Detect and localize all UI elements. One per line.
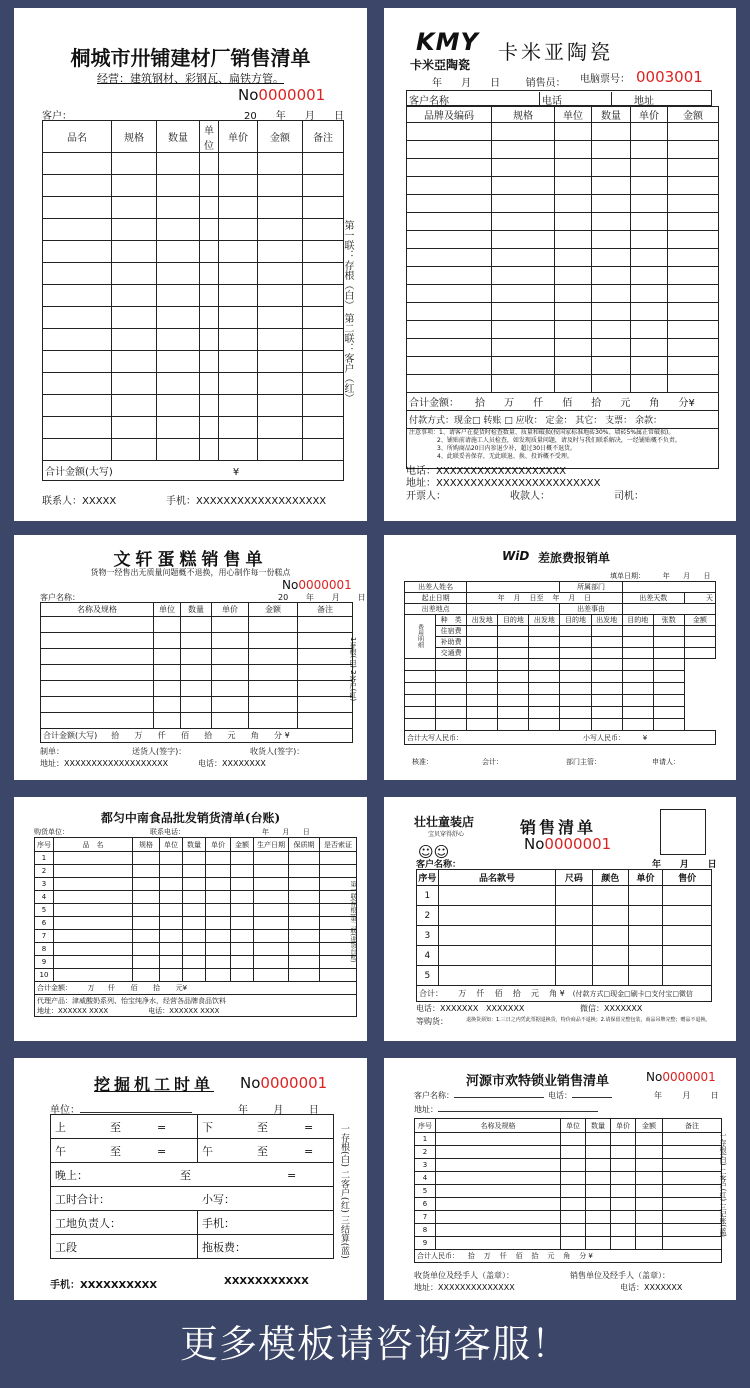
table-row [41,617,353,633]
card6-table [416,869,712,1002]
card5-col-header: 单位 [160,838,183,852]
card2-total-row: 合计金额： 拾 万 仟 佰 拾 元 角 分¥ [407,393,719,411]
card7-title: 挖掘机工时单 [94,1075,215,1094]
card2-table [406,106,719,469]
card2-client-label: 客户名称 [409,96,449,107]
card7-night-cell: 晚上： 至 = [51,1163,334,1187]
card3-subtitle: 货物一经售出无质量问题概不退换，用心制作每一份糕点 [90,568,291,577]
card3-col-header: 单位 [154,603,181,617]
table-row [407,285,719,303]
card6-tel: 电话：XXXXXXX XXXXXXX [416,1004,525,1013]
card1-title: 桐城市卅铺建材厂销售清单 [70,46,311,70]
card6-col-header: 颜色 [592,870,628,886]
table-row [405,719,716,731]
table-row [407,141,719,159]
card5-col-header: 规格 [133,838,160,852]
card2-pay-row: 付款方式：现金□ 转账 □ 应收： 定金： 其它： 支票： 余款： [407,411,719,429]
card8-table [414,1118,722,1263]
table-row [405,671,716,683]
table-row: 5 [415,1185,722,1198]
card4-fill-date: 填单日期： 年 月 日 [610,572,711,580]
table-row [43,307,344,329]
table-row [407,357,719,375]
card6-body [417,886,712,986]
card8-col-header: 单价 [611,1119,636,1133]
card1-phone: 手机：XXXXXXXXXXXXXXXXXXX [166,496,327,507]
table-row [41,633,353,649]
card-wenxuan-cake [14,535,367,780]
card8-addr-line: 地址： [414,1104,598,1115]
card6-date: 年 月 日 [652,860,717,870]
card3-customer: 客户名称： [40,593,80,602]
card8-side-text: 一存根(白) 二客户(红) 三记账(蓝) [719,1132,727,1237]
card2-col-header: 规格 [492,107,555,123]
card7-tow-cell: 拖板费： [198,1235,334,1259]
card1-date: 20 年 月 日 [244,111,344,122]
card4-sub-header: 目的地 [560,615,591,626]
card4-logo: WiD [502,549,530,563]
kids-faces-icon: ☺☺ [418,843,450,861]
card7-pm-noon-cell: 午 至 = [198,1139,334,1163]
card3-tel: 电话：XXXXXXXX [198,759,266,768]
card5-col-header: 生产日期 [254,838,289,852]
table-row [407,339,719,357]
card1-col-header: 备注 [303,121,344,153]
table-row: 9 [35,956,357,969]
card2-notes: 注意事项：1、请客户在提货时检查数量、质量和破损(按国家标准地砖30%、墙砖5%属正常破损)。 2、铺贴前请施工人员检查，如发现质量问题，请及时与我们联系解决，一经铺贴概不负责。 3、所购商品20日内参退少补，超过30日概不退货。 4、此联妥善保存，无此联退、换、投诉概不受理。 [407,429,719,469]
card4-kind: 住宿费 [436,626,467,637]
card5-col-header: 数量 [183,838,206,852]
table-row: 10 [35,969,357,982]
card6-col-header: 单价 [628,870,662,886]
card8-col-header: 序号 [415,1119,436,1133]
card1-subtitle: 经营：建筑钢材、彩钢瓦、扁铁方管。 [97,72,284,85]
table-row: 6 [35,917,357,930]
card5-col-header: 品 名 [54,838,133,852]
card7-table [50,1114,334,1259]
card6-col-header: 售价 [663,870,712,886]
card3-side-text: 1存根(白) 2客户(红) [349,637,357,702]
card6-logo: 壮壮童装店 [414,815,475,829]
table-row [41,681,353,697]
card1-customer-label: 客户： [42,111,72,122]
card6-wechat: 微信：XXXXXXX [580,1004,643,1013]
card2-receiver: 收款人： [510,491,550,502]
card4-days-unit: 天 [684,593,715,604]
table-row: 1 [35,852,357,865]
card1-table [42,120,344,481]
card5-buyer: 购货单位： [34,828,69,836]
card8-receiver: 收货单位及经手人（盖章）： [414,1271,514,1280]
card8-total-row: 合计人民币： 拾 万 仟 佰 拾 元 角 分 ¥ [415,1250,722,1263]
table-row: 5 [417,966,712,986]
table-row: 2 [415,1146,722,1159]
card4-place: 出差地点 [405,604,467,615]
card5-col-header: 序号 [35,838,54,852]
card2-body [407,123,719,393]
card1-total-row: 合计金额(大写) ¥ [43,461,344,481]
card3-date: 20 年 月 日 [278,593,366,602]
card5-body [35,852,357,982]
table-row [43,153,344,175]
card7-owner-cell: 工地负责人： [51,1211,198,1235]
card3-title: 文轩蛋糕销售单 [113,550,268,570]
card2-client-row [406,90,712,106]
card4-kind: 交通费 [436,648,467,659]
table-row [43,263,344,285]
card6-col-header: 尺码 [556,870,592,886]
table-row [407,213,719,231]
card6-stamp-box [660,809,706,855]
card3-maker: 制单： [40,747,64,756]
card3-table [40,602,353,743]
table-row [407,375,719,393]
table-row: 4 [417,946,712,966]
card6-serial: No0000001 [524,835,612,853]
table-row [43,241,344,263]
table-row: 2 [35,865,357,878]
card4-date-range: 起止日期 [405,593,467,604]
card2-addr-label: 地址 [611,92,654,107]
card3-col-header: 数量 [181,603,212,617]
card1-col-header: 单位 [200,121,219,153]
table-row: 3 [415,1159,722,1172]
card2-date-line: 年 月 日 销售员： [432,78,566,89]
card1-col-header: 金额 [258,121,303,153]
card8-title: 河源市欢特锁业销售清单 [466,1074,610,1089]
card2-col-header: 单价 [631,107,668,123]
card2-logo: KMY [416,28,479,56]
card6-note: 退换货须知：1.三日之内凭此票据退换货，特价商品不退换；2.请保留完整包装，商品吊牌完整；赠品不退换。 [466,1017,711,1023]
table-row [405,707,716,719]
table-row [407,303,719,321]
card7-pm-cell: 下 至 = [198,1115,334,1139]
table-row [43,197,344,219]
card4-sub-header: 出发地 [591,615,622,626]
table-row [43,395,344,417]
table-row: 1 [415,1133,722,1146]
card6-customer: 客户名称： [416,860,462,870]
card7-date: 年 月 日 [238,1105,319,1116]
card6-col-header: 品名款号 [438,870,555,886]
card-travel-expense [384,535,736,780]
card2-col-header: 数量 [592,107,631,123]
card8-col-header: 名称及规格 [436,1119,561,1133]
table-row: 3 [35,878,357,891]
card8-date: 年 月 日 [654,1091,719,1100]
table-row [407,231,719,249]
card3-col-header: 名称及规格 [41,603,154,617]
card4-ymd: 年 月 日至 年 月 日 [467,593,622,604]
card4-title: 差旅费报销单 [538,551,611,565]
card5-col-header: 金额 [231,838,254,852]
card-duyun-food [14,797,367,1041]
card-kmy-ceramics [384,8,736,521]
card4-kind: 补助费 [436,637,467,648]
table-row: 4 [35,891,357,904]
card1-side-text: 第一联：存根（白） 第二联：客户（红） [342,220,353,404]
card8-tel2: 电话：XXXXXXX [620,1283,683,1292]
card2-tel-label: 电话 [539,92,562,107]
table-row [43,351,344,373]
table-row [407,321,719,339]
table-row: 3 [417,926,712,946]
card6-title: 销售清单 [520,818,597,837]
table-row: 7 [35,930,357,943]
card8-seller: 销售单位及经手人（盖章）： [570,1271,670,1280]
table-row [407,177,719,195]
card7-mobile-cell: 手机： [198,1211,334,1235]
card8-tel: 电话： [548,1090,612,1101]
card5-total-row: 合计金额： 万 仟 佰 拾 元¥ [35,982,357,995]
card4-sub-header: 种 类 [436,615,467,626]
card5-tel: 联系电话： [150,828,185,836]
table-row: 9 [415,1237,722,1250]
table-row: 2 [417,906,712,926]
card5-col-header: 单价 [206,838,231,852]
card2-issuer: 开票人： [406,491,446,502]
card3-col-header: 金额 [249,603,298,617]
card5-side-text: 第一联(存根)第二联(进货台账) [349,881,356,963]
card3-col-header: 备注 [298,603,353,617]
card7-mobile-bottom2: XXXXXXXXXXX [224,1276,309,1287]
card2-addr: 地址：XXXXXXXXXXXXXXXXXXXXXXXX [406,478,601,489]
table-row [41,697,353,713]
card2-col-header: 品牌及编码 [407,107,492,123]
card6-col-header: 序号 [417,870,439,886]
card4-traveler: 出差人姓名 [405,582,467,593]
card-heyuan-lock [384,1058,736,1300]
card1-col-header: 规格 [112,121,157,153]
card3-body [41,617,353,729]
table-row: 1 [417,886,712,906]
card2-pc-no: 电脑票号： 0003001 [580,68,703,86]
card-zhuangzhuang-kids [384,797,736,1041]
footer-consult-text: 更多模板请咨询客服！ [179,1322,570,1366]
table-row: 8 [415,1224,722,1237]
card6-total-row: 合计： 万 仟 佰 拾 元 角 ¥ (付款方式□现金□刷卡□支付宝□微信 [417,986,712,1002]
card2-col-header: 金额 [668,107,719,123]
table-row [43,373,344,395]
card4-dept: 所属部门 [560,582,622,593]
card7-mobile-bottom: 手机：XXXXXXXXXX [50,1280,158,1291]
card6-buyer: 等购货： [416,1017,448,1026]
card2-driver: 司机： [614,491,644,502]
card4-sub-header: 目的地 [622,615,653,626]
card2-tel: 电话：XXXXXXXXXXXXXXXXXXX [406,466,567,477]
card5-agency-row: 代理产品：津威酸奶系列、怡宝纯净水，经营各品牌食品饮料 地址：XXXXXX XXXX 电话：XXXXXX XXXX [35,995,357,1017]
card2-title: 卡米亚陶瓷 [498,40,613,64]
table-row [405,659,716,671]
card8-col-header: 金额 [636,1119,663,1133]
table-row: 8 [35,943,357,956]
card-tongcheng-sales-list [14,8,367,521]
card4-sub-header: 张数 [653,615,684,626]
card4-sub-header: 目的地 [498,615,529,626]
table-row [43,417,344,439]
table-row [407,123,719,141]
card7-unit: 单位： [50,1101,192,1116]
card5-date: 年 月 日 [262,828,310,836]
card4-sub-header: 金额 [684,615,715,626]
card1-body [43,153,344,461]
card3-deliver: 送货人(签字)： [132,747,187,756]
card8-addr: 地址：XXXXXXXXXXXXXX [414,1283,515,1292]
card4-body [405,659,716,731]
table-row: 5 [35,904,357,917]
card4-sub-header: 出发地 [529,615,560,626]
card-excavator-hours [14,1058,367,1300]
card4-audit: 核准： [412,758,433,766]
card8-body [415,1133,722,1250]
card4-total-row: 合计大写人民币： 小写人民币： ¥ [405,731,716,745]
card7-section-cell: 工段 [51,1235,198,1259]
table-row [405,683,716,695]
card1-contact: 联系人：XXXXX [42,496,117,507]
table-row [407,267,719,285]
table-row [407,195,719,213]
table-row: 7 [415,1211,722,1224]
card4-vert-cell: 费用明细 [405,615,436,659]
table-row [43,439,344,461]
card3-col-header: 单价 [212,603,249,617]
card8-customer: 客户名称： [414,1090,544,1101]
table-row [41,665,353,681]
card7-side-text: 一存根(白) 二客户(红) 三结算(蓝) [339,1124,349,1259]
table-row [43,285,344,307]
card3-total-row: 合计金额(大写) 拾 万 仟 佰 拾 元 角 分 ¥ [41,729,353,743]
card5-title: 都匀中南食品批发销货清单(台账) [100,811,281,825]
card1-col-header: 数量 [157,121,200,153]
card2-logo-sub: 卡米亞陶瓷 [410,58,471,72]
card3-receiver: 收货人(签字)： [250,747,305,756]
card6-logo-sub: 宝贝穿得舒心 [428,831,465,838]
table-row: 6 [415,1198,722,1211]
table-row [405,695,716,707]
card4-matter: 出差事由 [560,604,622,615]
table-row: 4 [415,1172,722,1185]
table-row [43,175,344,197]
table-row [407,249,719,267]
card1-serial: No0000001 [238,86,326,104]
card5-col-header: 保质期 [289,838,320,852]
card8-col-header: 数量 [586,1119,611,1133]
card4-accountant: 会计： [482,758,503,766]
table-row [41,713,353,729]
table-row [43,329,344,351]
card4-applicant: 申请人： [652,758,680,766]
card7-am-noon-cell: 午 至 = [51,1139,198,1163]
card5-col-header: 是否索证 [320,838,357,852]
table-row [43,219,344,241]
card3-serial: No0000001 [282,578,352,592]
card5-table [34,837,357,1017]
card4-days: 出差天数 [622,593,684,604]
table-row [41,649,353,665]
card8-col-header: 单位 [561,1119,586,1133]
card7-hours-cell: 工时合计： 小写： [51,1187,334,1211]
card4-manager: 部门主管： [566,758,601,766]
card7-am-cell: 上 至 = [51,1115,198,1139]
card8-serial: No0000001 [646,1070,716,1084]
table-row [407,159,719,177]
card8-col-header: 备注 [663,1119,722,1133]
card1-col-header: 单价 [219,121,258,153]
card4-table [404,581,716,745]
card7-serial: No0000001 [240,1074,328,1092]
card3-addr: 地址：XXXXXXXXXXXXXXXXXXX [40,759,169,768]
card1-col-header: 品名 [43,121,112,153]
card2-col-header: 单位 [555,107,592,123]
card4-sub-header: 出发地 [467,615,498,626]
